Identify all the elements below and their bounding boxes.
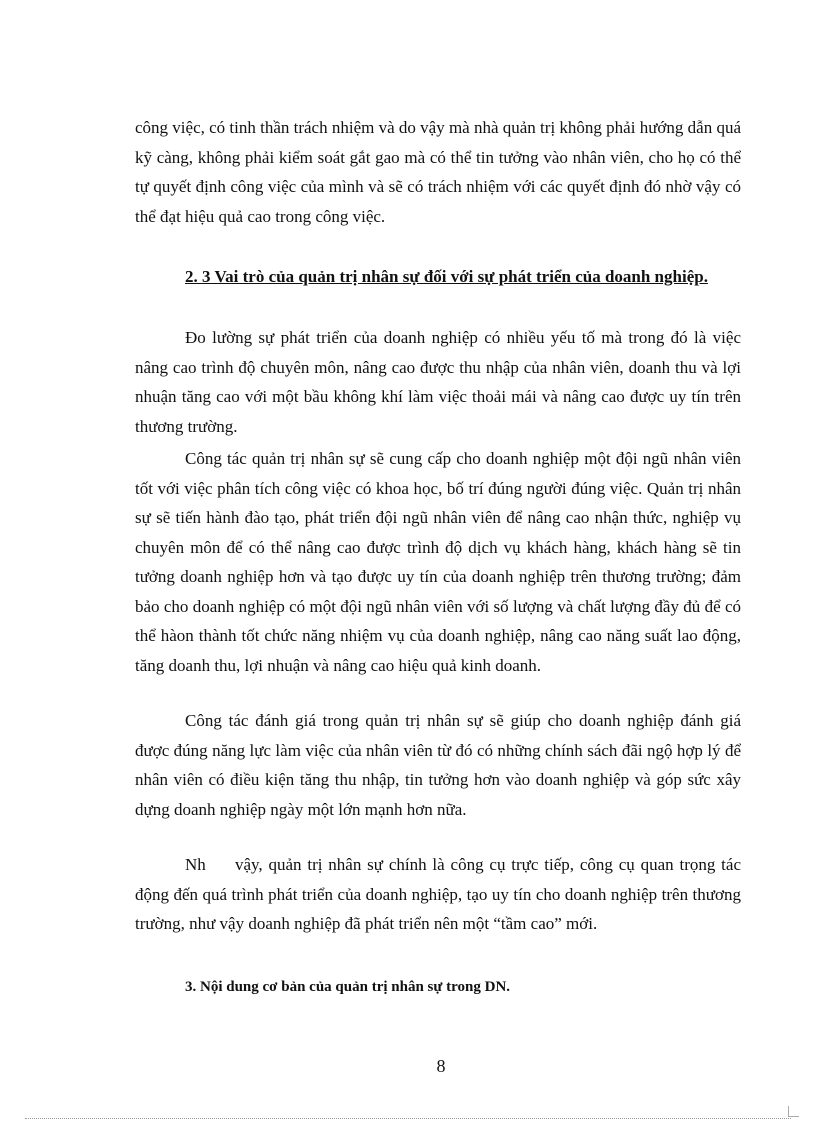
page-corner-mark [788,1106,799,1117]
page-number: 8 [436,1056,446,1076]
section-heading-2-3: 2. 3 Vai trò của quản trị nhân sự đối với sự phát triển của doanh nghiệp. [185,267,708,286]
footer-divider [25,1118,791,1119]
paragraph-hr-provides-staff: Công tác quản trị nhân sự sẽ cung cấp cho doanh nghiệp một đội ngũ nhân viên tốt với việc phân tích công việc có khoa học, bố trí đúng người đúng việc. Quản trị nhân sự sẽ tiến hành đào tạo, phát triển đội ngũ nhân viên để nâng cao nhận thức, nghiệp vụ chuyên môn để có thể nâng cao được trình độ dịch vụ khách hàng, khách hàng sẽ tin tưởng doanh nghiệp hơn và tạo được uy tín của doanh nghiệp trên thương trường; đảm bảo cho doanh nghiệp có một đội ngũ nhân viên với số lượng và chất lượng đầy đủ để có thể hàon thành tốt chức năng nhiệm vụ của doanh nghiệp, nâng cao năng suất lao động, tăng doanh thu, lợi nhuận và nâng cao hiệu quả kinh doanh. [135,449,741,675]
paragraph-conclusion: Nh vậy, quản trị nhân sự chính là công cụ trực tiếp, công cụ quan trọng tác động đến quá trình phát triển của doanh nghiệp, tạo uy tín cho doanh nghiệp trên thương trường, như vậy doanh nghiệp đã phát triển nên một “tầm cao” mới. [135,855,746,933]
paragraph-intro-continuation: công việc, có tinh thần trách nhiệm và do vậy mà nhà quản trị không phải hướng dẫn quá kỹ càng, không phải kiểm soát gắt gao mà có thể tin tưởng vào nhân viên, cho họ có thể tự quyết định công việc của mình và sẽ có trách nhiệm với các quyết định đó nhờ vậy có thể đạt hiệu quả cao trong công việc. [135,118,741,226]
section-heading-3: 3. Nội dung cơ bản của quản trị nhân sự trong DN. [185,979,511,995]
paragraph-evaluation: Công tác đánh giá trong quản trị nhân sự sẽ giúp cho doanh nghiệp đánh giá được đúng năng lực làm việc của nhân viên từ đó có những chính sách đãi ngộ hợp lý để nhân viên có điều kiện tăng thu nhập, tin tưởng hơn vào doanh nghiệp và góp sức xây dựng doanh nghiệp ngày một lớn mạnh hơn nữa. [135,711,741,819]
paragraph-measuring-development: Đo lường sự phát triển của doanh nghiệp có nhiều yếu tố mà trong đó là việc nâng cao trình độ chuyên môn, nâng cao được thu nhập của nhân viên, doanh thu và lợi nhuận tăng cao với một bầu không khí làm việc thoải mái và nâng cao được uy tín trên thương trường. [135,328,741,436]
